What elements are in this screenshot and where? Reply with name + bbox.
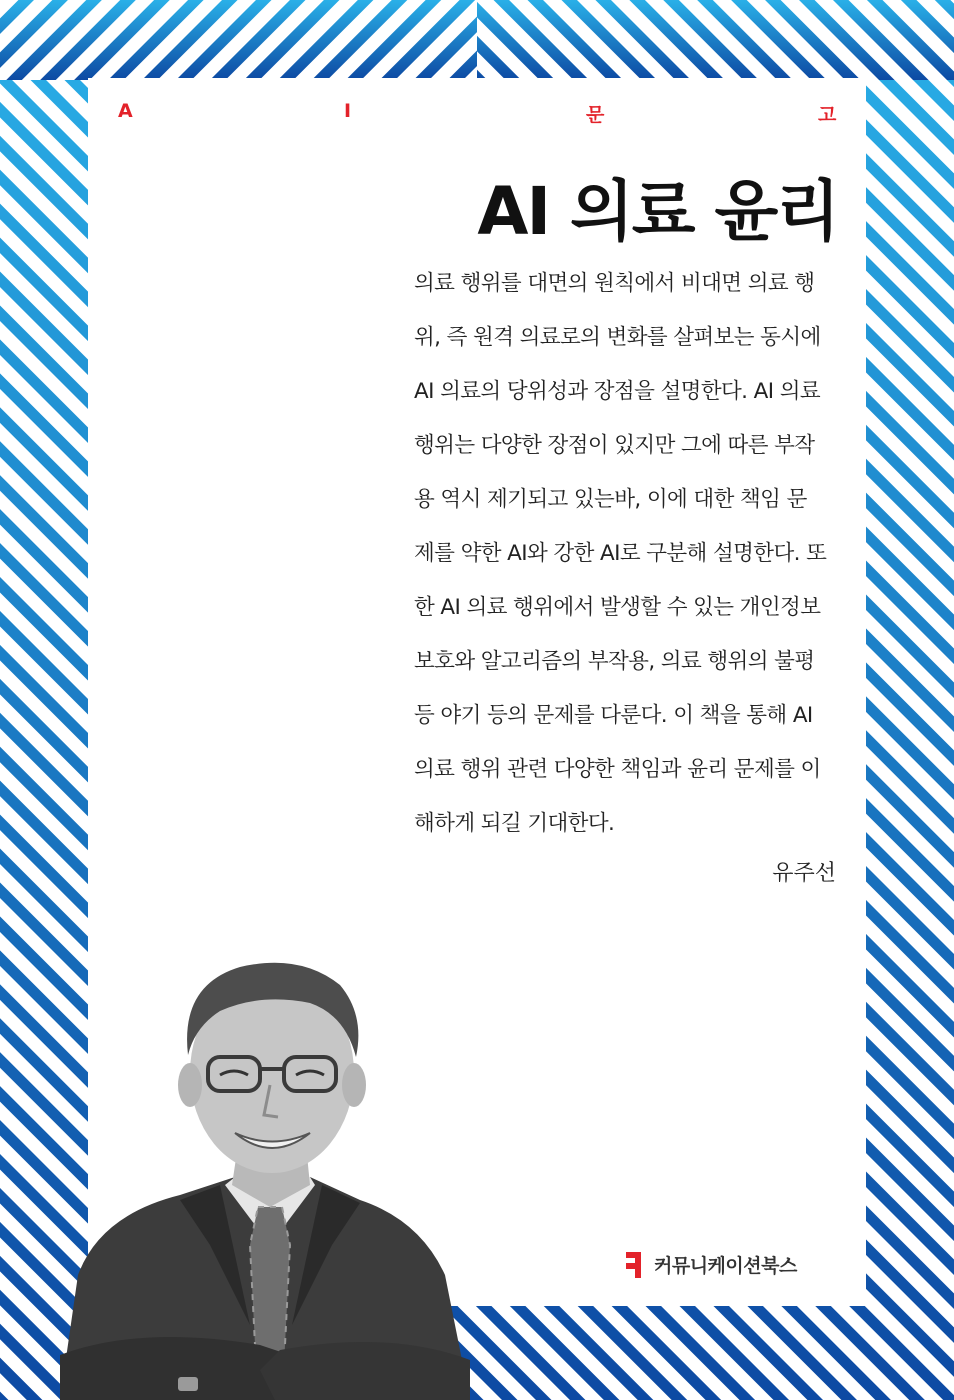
- description-line: 용 역시 제기되고 있는바, 이에 대한 책임 문: [414, 487, 807, 512]
- publisher-logo: [626, 1250, 797, 1278]
- book-title: AI 의료 윤리: [477, 173, 838, 250]
- series-letter: 고: [818, 104, 837, 126]
- description-line: 제를 약한 AI와 강한 AI로 구분해 설명한다. 또: [414, 541, 827, 566]
- publisher-mark-icon: [626, 1250, 646, 1278]
- publisher-name: 커뮤니케이션북스: [654, 1254, 797, 1277]
- series-letter: 문: [586, 104, 605, 126]
- series-letter: I: [344, 100, 352, 122]
- description-line: 보호와 알고리즘의 부작용, 의료 행위의 불평: [414, 649, 815, 674]
- book-description: [414, 262, 838, 856]
- author-name: 유주선: [772, 861, 836, 886]
- description-line: 위, 즉 원격 의료로의 변화를 살펴보는 동시에: [414, 325, 821, 350]
- description-line: 행위는 다양한 장점이 있지만 그에 따른 부작: [414, 433, 815, 458]
- description-line: 등 야기 등의 문제를 다룬다. 이 책을 통해 AI: [414, 703, 813, 728]
- description-line: 의료 행위를 대면의 원칙에서 비대면 의료 행: [414, 271, 815, 296]
- description-line: 의료 행위 관련 다양한 책임과 윤리 문제를 이: [414, 757, 821, 782]
- description-line: 한 AI 의료 행위에서 발생할 수 있는 개인정보: [414, 595, 821, 620]
- description-line: AI 의료의 당위성과 장점을 설명한다. AI 의료: [414, 379, 821, 404]
- description-line: 해하게 되길 기대한다.: [414, 811, 615, 836]
- series-letter: A: [118, 100, 133, 122]
- author-photo: [60, 945, 470, 1400]
- series-label: [0, 100, 954, 124]
